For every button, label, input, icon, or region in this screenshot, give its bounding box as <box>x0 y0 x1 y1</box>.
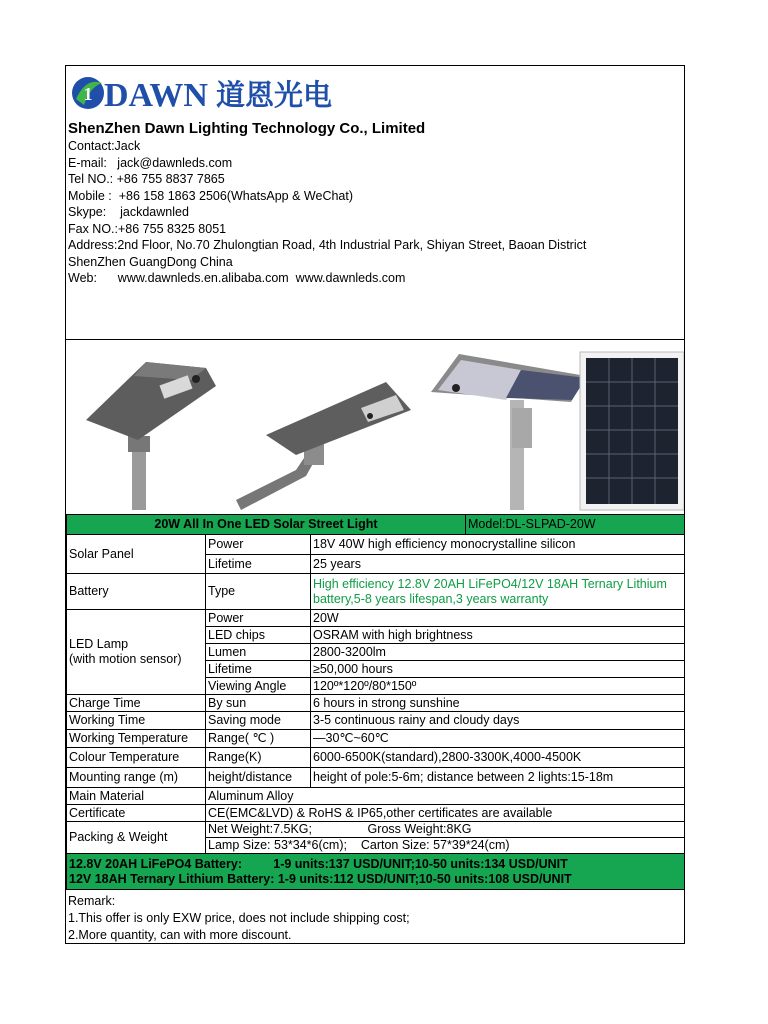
street-light-photo-2 <box>236 382 411 510</box>
working-time-value: 3-5 continuous rainy and cloudy days <box>311 712 685 730</box>
colour-temp-label: Colour Temperature <box>67 748 206 768</box>
svg-text:道恩光电: 道恩光电 <box>216 78 333 112</box>
svg-text:1: 1 <box>83 84 93 104</box>
skype-line: Skype: jackdawnled <box>68 205 189 219</box>
remark-line-1: 1.This offer is only EXW price, does not include shipping cost; <box>68 911 410 925</box>
remark-line-2: 2.More quantity, can with more discount. <box>68 928 292 942</box>
tel-line: Tel NO.: +86 755 8837 7865 <box>68 172 225 186</box>
material-label: Main Material <box>67 788 206 805</box>
led-lamp-label-2: (with motion sensor) <box>69 652 182 666</box>
led-lamp-label <box>67 610 206 695</box>
packing-weight-value: Net Weight:7.5KG; Gross Weight:8KG <box>206 822 685 838</box>
charge-time-value: 6 hours in strong sunshine <box>311 695 685 712</box>
spec-table <box>66 514 685 890</box>
svg-text:DAWN: DAWN <box>104 77 208 114</box>
price-line-ternary: 12V 18AH Ternary Lithium Battery: 1-9 units:112 USD/UNIT;10-50 units:108 USD/UNIT <box>69 871 572 886</box>
mounting-value: height of pole:5-6m; distance between 2 lights:15-18m <box>311 768 685 788</box>
address-line: Address:2nd Floor, No.70 Zhulongtian Road, 4th Industrial Park, Shiyan Street, Baoan District <box>68 238 587 252</box>
certificate-value: CE(EMC&LVD) & RoHS & IP65,other certificates are available <box>206 805 685 822</box>
led-power-value: 20W <box>311 610 685 627</box>
product-photos <box>66 340 684 513</box>
colour-temp-key: Range(K) <box>206 748 311 768</box>
led-angle-key: Viewing Angle <box>206 678 311 695</box>
fax-line: Fax NO.:+86 755 8325 8051 <box>68 222 227 236</box>
working-temp-label: Working Temperature <box>67 730 206 748</box>
charge-time-label: Charge Time <box>67 695 206 712</box>
mobile-line: Mobile : +86 158 1863 2506(WhatsApp & WeChat) <box>68 189 354 203</box>
price-line-lifepo4: 12.8V 20AH LiFePO4 Battery: 1-9 units:137 USD/UNIT;10-50 units:134 USD/UNIT <box>69 856 568 871</box>
product-model: Model:DL-SLPAD-20W <box>466 515 685 535</box>
charge-time-key: By sun <box>206 695 311 712</box>
remark-title: Remark: <box>68 894 116 908</box>
mounting-key: height/distance <box>206 768 311 788</box>
web-line: Web: www.dawnleds.en.alibaba.com www.dawnleds.com <box>68 271 406 285</box>
working-time-key: Saving mode <box>206 712 311 730</box>
battery-type-value: High efficiency 12.8V 20AH LiFePO4/12V 18AH Ternary Lithium battery,5-8 years lifespan,3 years warranty <box>311 574 685 610</box>
led-lumen-key: Lumen <box>206 644 311 661</box>
led-lifetime-key: Lifetime <box>206 661 311 678</box>
street-light-photo-1 <box>86 362 216 510</box>
material-value: Aluminum Alloy <box>206 788 685 805</box>
company-header <box>66 66 684 340</box>
solar-power-value: 18V 40W high efficiency monocrystalline silicon <box>311 535 685 555</box>
solar-lifetime-value: 25 years <box>311 555 685 574</box>
led-lumen-value: 2800-3200lm <box>311 644 685 661</box>
quotation-sheet <box>65 65 685 944</box>
working-temp-value: —30℃~60℃ <box>311 730 685 748</box>
price-cell <box>67 854 685 890</box>
address-line-2: ShenZhen GuangDong China <box>68 255 233 269</box>
colour-temp-value: 6000-6500K(standard),2800-3300K,4000-4500K <box>311 748 685 768</box>
led-chips-value: OSRAM with high brightness <box>311 627 685 644</box>
email-line: E-mail: jack@dawnleds.com <box>68 156 233 170</box>
solar-lifetime-key: Lifetime <box>206 555 311 574</box>
battery-label: Battery <box>67 574 206 610</box>
dawn-logo <box>68 69 368 117</box>
solar-power-key: Power <box>206 535 311 555</box>
battery-type-key: Type <box>206 574 311 610</box>
contact-line: Contact:Jack <box>68 139 141 153</box>
working-temp-key: Range( ℃ ) <box>206 730 311 748</box>
working-time-label: Working Time <box>67 712 206 730</box>
packing-size-value: Lamp Size: 53*34*6(cm); Carton Size: 57*39*24(cm) <box>206 838 685 854</box>
led-angle-value: 120º*120º/80*150º <box>311 678 685 695</box>
product-title: 20W All In One LED Solar Street Light <box>67 515 466 535</box>
led-power-key: Power <box>206 610 311 627</box>
led-chips-key: LED chips <box>206 627 311 644</box>
certificate-label: Certificate <box>67 805 206 822</box>
mounting-label: Mounting range (m) <box>67 768 206 788</box>
solar-panel-photo <box>580 352 684 510</box>
led-lamp-label-1: LED Lamp <box>69 637 129 651</box>
street-light-photo-3 <box>431 354 586 510</box>
led-lifetime-value: ≥50,000 hours <box>311 661 685 678</box>
company-name: ShenZhen Dawn Lighting Technology Co., Limited <box>68 120 426 137</box>
solar-panel-label: Solar Panel <box>67 535 206 574</box>
packing-label: Packing & Weight <box>67 822 206 854</box>
product-title-row <box>67 515 685 535</box>
price-row <box>67 854 685 890</box>
